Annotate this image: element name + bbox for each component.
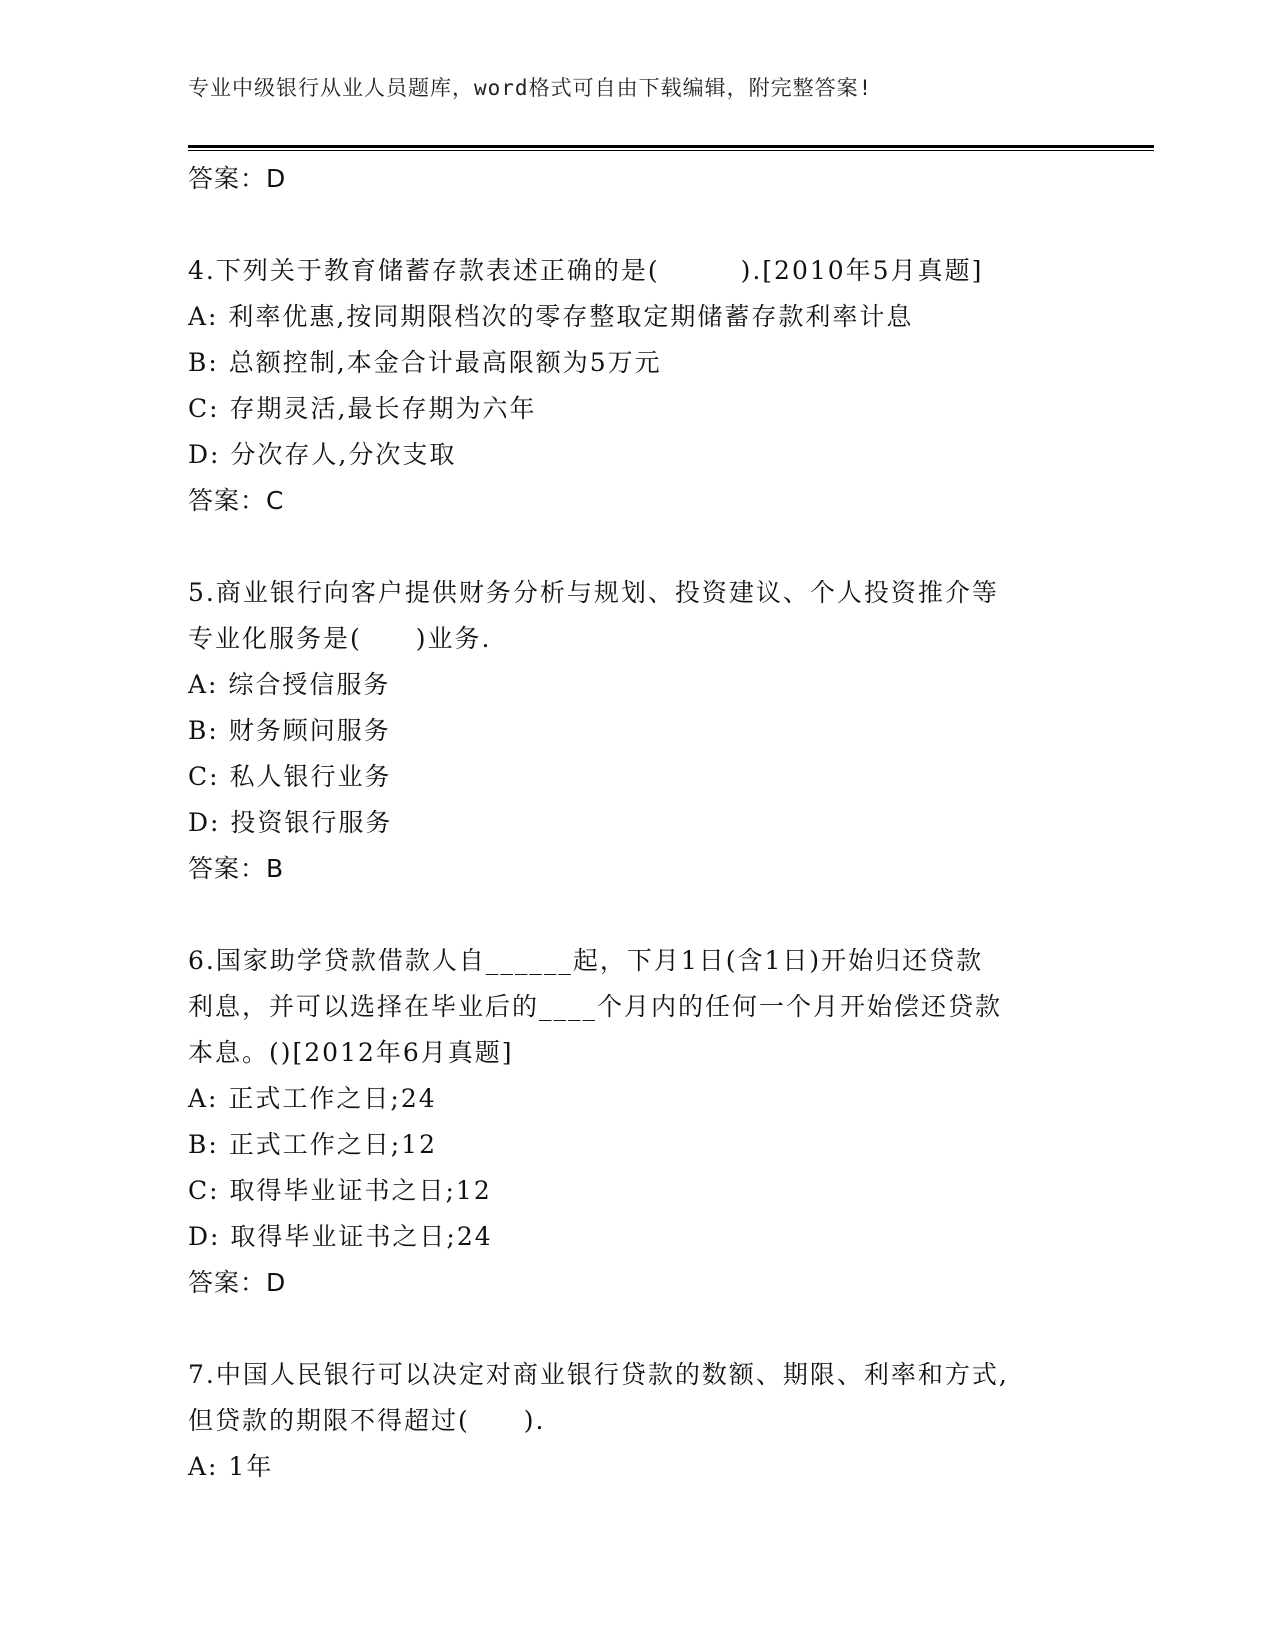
question-block — [188, 248, 1088, 524]
option-a: A: 1年 — [188, 1452, 274, 1481]
page-header: 专业中级银行从业人员题库，word格式可自由下载编辑，附完整答案! — [188, 76, 873, 100]
option-b: B: 财务顾问服务 — [188, 716, 391, 745]
option-d: D: 投资银行服务 — [188, 808, 393, 837]
answer-line: 答案：B — [188, 854, 285, 883]
header-rule-thick — [188, 145, 1154, 148]
option-a: A: 正式工作之日;24 — [188, 1084, 437, 1113]
question-stem: 利息，并可以选择在毕业后的____个月内的任何一个月开始偿还贷款 — [188, 992, 1003, 1021]
question-stem: 专业化服务是( )业务. — [188, 624, 492, 653]
option-d: D: 分次存人,分次支取 — [188, 440, 457, 469]
question-stem: 本息。()[2012年6月真题] — [188, 1038, 514, 1067]
option-d: D: 取得毕业证书之日;24 — [188, 1222, 493, 1251]
option-b: B: 总额控制,本金合计最高限额为5万元 — [188, 348, 662, 377]
option-c: C: 存期灵活,最长存期为六年 — [188, 394, 537, 423]
option-a: A: 综合授信服务 — [188, 670, 391, 699]
question-stem: 5.商业银行向客户提供财务分析与规划、投资建议、个人投资推介等 — [188, 578, 999, 607]
question-list — [188, 156, 1088, 1490]
answer-line: 答案：D — [188, 1268, 287, 1297]
header-rule-thin — [188, 150, 1154, 151]
option-b: B: 正式工作之日;12 — [188, 1130, 437, 1159]
question-stem: 4.下列关于教育储蓄存款表述正确的是( ).[2010年5月真题] — [188, 256, 984, 285]
answer-line: 答案：D — [188, 164, 287, 193]
question-block — [188, 570, 1088, 892]
answer-line: 答案：C — [188, 486, 285, 515]
question-stem: 7.中国人民银行可以决定对商业银行贷款的数额、期限、利率和方式, — [188, 1360, 1009, 1389]
question-stem: 6.国家助学贷款借款人自______起，下月1日(含1日)开始归还贷款 — [188, 946, 984, 975]
option-a: A: 利率优惠,按同期限档次的零存整取定期储蓄存款利率计息 — [188, 302, 914, 331]
question-block — [188, 938, 1088, 1306]
question-stem: 但贷款的期限不得超过( ). — [188, 1406, 546, 1435]
option-c: C: 私人银行业务 — [188, 762, 392, 791]
option-c: C: 取得毕业证书之日;12 — [188, 1176, 492, 1205]
question-block — [188, 1352, 1088, 1490]
